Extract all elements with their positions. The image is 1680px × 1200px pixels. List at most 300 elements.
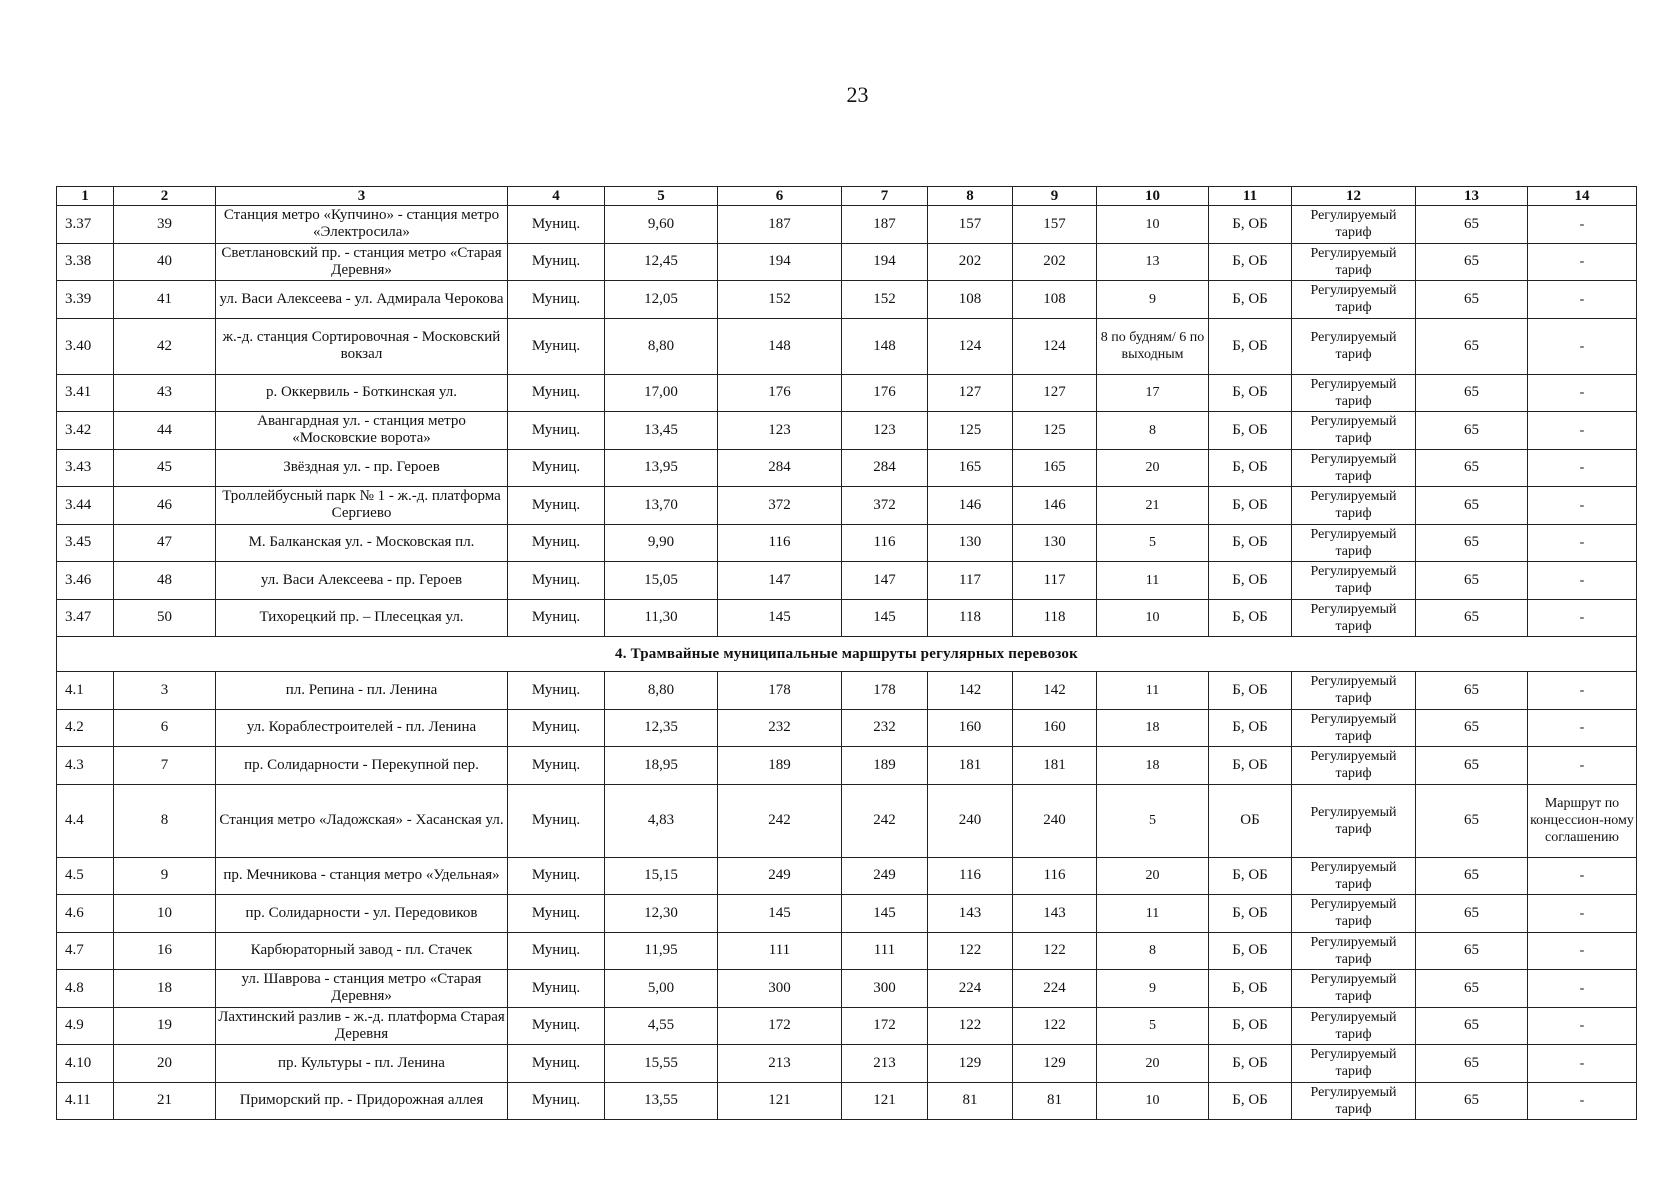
cell-col-2: 10 bbox=[114, 895, 216, 933]
page-number: 23 bbox=[846, 82, 869, 107]
cell-col-1: 4.6 bbox=[57, 895, 114, 933]
cell-col-4: Муниц. bbox=[508, 1082, 605, 1120]
cell-col-4: Муниц. bbox=[508, 672, 605, 710]
cell-col-5: 15,15 bbox=[605, 857, 718, 895]
cell-col-9: 81 bbox=[1013, 1082, 1097, 1120]
cell-col-11: Б, ОБ bbox=[1209, 412, 1292, 450]
cell-col-4: Муниц. bbox=[508, 895, 605, 933]
cell-col-7: 152 bbox=[842, 281, 928, 319]
cell-col-6: 148 bbox=[718, 318, 842, 374]
cell-col-12: Регулируемый тариф bbox=[1292, 895, 1416, 933]
cell-col-10: 18 bbox=[1097, 709, 1209, 747]
cell-col-8: 224 bbox=[928, 970, 1013, 1008]
cell-col-12: Регулируемый тариф bbox=[1292, 318, 1416, 374]
cell-col-12: Регулируемый тариф bbox=[1292, 562, 1416, 600]
cell-col-3: пр. Культуры - пл. Ленина bbox=[216, 1045, 508, 1083]
cell-col-12: Регулируемый тариф bbox=[1292, 672, 1416, 710]
cell-col-1: 3.45 bbox=[57, 524, 114, 562]
cell-col-9: 240 bbox=[1013, 784, 1097, 857]
cell-col-14: - bbox=[1528, 562, 1637, 600]
cell-col-10: 20 bbox=[1097, 1045, 1209, 1083]
cell-col-6: 284 bbox=[718, 449, 842, 487]
cell-col-8: 118 bbox=[928, 599, 1013, 637]
table-row bbox=[57, 599, 1637, 637]
cell-col-6: 242 bbox=[718, 784, 842, 857]
table-row bbox=[57, 318, 1637, 374]
cell-col-14: - bbox=[1528, 412, 1637, 450]
cell-col-1: 3.41 bbox=[57, 374, 114, 412]
cell-col-13: 65 bbox=[1416, 374, 1528, 412]
cell-col-1: 3.43 bbox=[57, 449, 114, 487]
cell-col-4: Муниц. bbox=[508, 206, 605, 244]
cell-col-14: - bbox=[1528, 449, 1637, 487]
cell-col-9: 157 bbox=[1013, 206, 1097, 244]
cell-col-3: Троллейбусный парк № 1 - ж.-д. платформа Сергиево bbox=[216, 487, 508, 525]
column-header: 13 bbox=[1416, 187, 1528, 206]
cell-col-5: 13,95 bbox=[605, 449, 718, 487]
cell-col-6: 300 bbox=[718, 970, 842, 1008]
cell-col-13: 65 bbox=[1416, 784, 1528, 857]
cell-col-9: 202 bbox=[1013, 243, 1097, 281]
cell-col-2: 48 bbox=[114, 562, 216, 600]
cell-col-13: 65 bbox=[1416, 709, 1528, 747]
table-row bbox=[57, 449, 1637, 487]
column-header: 8 bbox=[928, 187, 1013, 206]
cell-col-7: 189 bbox=[842, 747, 928, 785]
cell-col-6: 213 bbox=[718, 1045, 842, 1083]
column-header: 10 bbox=[1097, 187, 1209, 206]
cell-col-8: 81 bbox=[928, 1082, 1013, 1120]
cell-col-2: 7 bbox=[114, 747, 216, 785]
cell-col-5: 15,55 bbox=[605, 1045, 718, 1083]
cell-col-4: Муниц. bbox=[508, 970, 605, 1008]
cell-col-11: Б, ОБ bbox=[1209, 374, 1292, 412]
table-row bbox=[57, 374, 1637, 412]
table-row bbox=[57, 206, 1637, 244]
cell-col-10: 5 bbox=[1097, 784, 1209, 857]
cell-col-2: 20 bbox=[114, 1045, 216, 1083]
table-row bbox=[57, 747, 1637, 785]
cell-col-8: 165 bbox=[928, 449, 1013, 487]
cell-col-1: 3.40 bbox=[57, 318, 114, 374]
cell-col-10: 21 bbox=[1097, 487, 1209, 525]
cell-col-4: Муниц. bbox=[508, 412, 605, 450]
routes-table bbox=[56, 186, 1637, 1120]
cell-col-11: Б, ОБ bbox=[1209, 709, 1292, 747]
cell-col-1: 4.5 bbox=[57, 857, 114, 895]
cell-col-3: пр. Солидарности - Перекупной пер. bbox=[216, 747, 508, 785]
cell-col-14: - bbox=[1528, 599, 1637, 637]
cell-col-2: 39 bbox=[114, 206, 216, 244]
cell-col-12: Регулируемый тариф bbox=[1292, 281, 1416, 319]
cell-col-2: 18 bbox=[114, 970, 216, 1008]
cell-col-13: 65 bbox=[1416, 1045, 1528, 1083]
cell-col-7: 121 bbox=[842, 1082, 928, 1120]
cell-col-8: 122 bbox=[928, 1007, 1013, 1045]
cell-col-2: 6 bbox=[114, 709, 216, 747]
cell-col-4: Муниц. bbox=[508, 524, 605, 562]
cell-col-5: 13,55 bbox=[605, 1082, 718, 1120]
cell-col-8: 125 bbox=[928, 412, 1013, 450]
cell-col-13: 65 bbox=[1416, 281, 1528, 319]
cell-col-5: 4,83 bbox=[605, 784, 718, 857]
cell-col-9: 143 bbox=[1013, 895, 1097, 933]
cell-col-7: 178 bbox=[842, 672, 928, 710]
cell-col-14: - bbox=[1528, 524, 1637, 562]
cell-col-5: 11,30 bbox=[605, 599, 718, 637]
cell-col-13: 65 bbox=[1416, 449, 1528, 487]
cell-col-7: 147 bbox=[842, 562, 928, 600]
cell-col-9: 125 bbox=[1013, 412, 1097, 450]
cell-col-4: Муниц. bbox=[508, 599, 605, 637]
cell-col-6: 116 bbox=[718, 524, 842, 562]
cell-col-12: Регулируемый тариф bbox=[1292, 709, 1416, 747]
cell-col-3: Карбюраторный завод - пл. Стачек bbox=[216, 932, 508, 970]
cell-col-3: ул. Васи Алексеева - пр. Героев bbox=[216, 562, 508, 600]
cell-col-14: Маршрут по концессион-ному соглашению bbox=[1528, 784, 1637, 857]
cell-col-10: 10 bbox=[1097, 1082, 1209, 1120]
cell-col-12: Регулируемый тариф bbox=[1292, 747, 1416, 785]
table-row bbox=[57, 857, 1637, 895]
cell-col-2: 40 bbox=[114, 243, 216, 281]
cell-col-12: Регулируемый тариф bbox=[1292, 206, 1416, 244]
cell-col-14: - bbox=[1528, 1045, 1637, 1083]
cell-col-7: 372 bbox=[842, 487, 928, 525]
cell-col-14: - bbox=[1528, 709, 1637, 747]
cell-col-5: 17,00 bbox=[605, 374, 718, 412]
cell-col-5: 15,05 bbox=[605, 562, 718, 600]
cell-col-7: 123 bbox=[842, 412, 928, 450]
cell-col-12: Регулируемый тариф bbox=[1292, 412, 1416, 450]
cell-col-1: 4.11 bbox=[57, 1082, 114, 1120]
cell-col-1: 4.9 bbox=[57, 1007, 114, 1045]
cell-col-4: Муниц. bbox=[508, 487, 605, 525]
cell-col-14: - bbox=[1528, 318, 1637, 374]
cell-col-7: 249 bbox=[842, 857, 928, 895]
cell-col-6: 372 bbox=[718, 487, 842, 525]
cell-col-3: пл. Репина - пл. Ленина bbox=[216, 672, 508, 710]
cell-col-6: 249 bbox=[718, 857, 842, 895]
cell-col-4: Муниц. bbox=[508, 318, 605, 374]
cell-col-14: - bbox=[1528, 970, 1637, 1008]
cell-col-7: 145 bbox=[842, 599, 928, 637]
cell-col-10: 10 bbox=[1097, 599, 1209, 637]
table-row bbox=[57, 970, 1637, 1008]
cell-col-11: Б, ОБ bbox=[1209, 449, 1292, 487]
cell-col-6: 152 bbox=[718, 281, 842, 319]
cell-col-9: 116 bbox=[1013, 857, 1097, 895]
cell-col-13: 65 bbox=[1416, 412, 1528, 450]
cell-col-7: 213 bbox=[842, 1045, 928, 1083]
column-header: 12 bbox=[1292, 187, 1416, 206]
cell-col-8: 122 bbox=[928, 932, 1013, 970]
cell-col-14: - bbox=[1528, 1007, 1637, 1045]
cell-col-12: Регулируемый тариф bbox=[1292, 524, 1416, 562]
cell-col-14: - bbox=[1528, 747, 1637, 785]
cell-col-12: Регулируемый тариф bbox=[1292, 1045, 1416, 1083]
cell-col-3: М. Балканская ул. - Московская пл. bbox=[216, 524, 508, 562]
cell-col-1: 4.8 bbox=[57, 970, 114, 1008]
cell-col-12: Регулируемый тариф bbox=[1292, 243, 1416, 281]
cell-col-13: 65 bbox=[1416, 895, 1528, 933]
cell-col-5: 13,70 bbox=[605, 487, 718, 525]
cell-col-1: 3.42 bbox=[57, 412, 114, 450]
cell-col-6: 121 bbox=[718, 1082, 842, 1120]
cell-col-14: - bbox=[1528, 206, 1637, 244]
cell-col-7: 187 bbox=[842, 206, 928, 244]
cell-col-14: - bbox=[1528, 487, 1637, 525]
cell-col-5: 18,95 bbox=[605, 747, 718, 785]
column-header: 9 bbox=[1013, 187, 1097, 206]
column-header: 2 bbox=[114, 187, 216, 206]
cell-col-4: Муниц. bbox=[508, 449, 605, 487]
cell-col-10: 10 bbox=[1097, 206, 1209, 244]
cell-col-9: 142 bbox=[1013, 672, 1097, 710]
cell-col-3: р. Оккервиль - Боткинская ул. bbox=[216, 374, 508, 412]
cell-col-8: 146 bbox=[928, 487, 1013, 525]
cell-col-9: 122 bbox=[1013, 932, 1097, 970]
cell-col-5: 12,35 bbox=[605, 709, 718, 747]
cell-col-3: пр. Мечникова - станция метро «Удельная» bbox=[216, 857, 508, 895]
cell-col-3: Тихорецкий пр. – Плесецкая ул. bbox=[216, 599, 508, 637]
cell-col-13: 65 bbox=[1416, 599, 1528, 637]
cell-col-11: Б, ОБ bbox=[1209, 281, 1292, 319]
cell-col-2: 41 bbox=[114, 281, 216, 319]
table-row bbox=[57, 524, 1637, 562]
cell-col-6: 145 bbox=[718, 599, 842, 637]
cell-col-5: 12,45 bbox=[605, 243, 718, 281]
column-header: 11 bbox=[1209, 187, 1292, 206]
cell-col-14: - bbox=[1528, 374, 1637, 412]
cell-col-2: 19 bbox=[114, 1007, 216, 1045]
cell-col-3: пр. Солидарности - ул. Передовиков bbox=[216, 895, 508, 933]
cell-col-6: 178 bbox=[718, 672, 842, 710]
table-row bbox=[57, 1045, 1637, 1083]
cell-col-1: 3.44 bbox=[57, 487, 114, 525]
cell-col-8: 142 bbox=[928, 672, 1013, 710]
cell-col-7: 176 bbox=[842, 374, 928, 412]
cell-col-13: 65 bbox=[1416, 747, 1528, 785]
cell-col-12: Регулируемый тариф bbox=[1292, 970, 1416, 1008]
cell-col-14: - bbox=[1528, 895, 1637, 933]
cell-col-1: 4.10 bbox=[57, 1045, 114, 1083]
cell-col-2: 47 bbox=[114, 524, 216, 562]
cell-col-2: 45 bbox=[114, 449, 216, 487]
cell-col-10: 20 bbox=[1097, 449, 1209, 487]
cell-col-9: 160 bbox=[1013, 709, 1097, 747]
cell-col-10: 8 bbox=[1097, 412, 1209, 450]
cell-col-2: 42 bbox=[114, 318, 216, 374]
cell-col-2: 44 bbox=[114, 412, 216, 450]
table-row bbox=[57, 1007, 1637, 1045]
cell-col-11: Б, ОБ bbox=[1209, 747, 1292, 785]
cell-col-11: Б, ОБ bbox=[1209, 970, 1292, 1008]
cell-col-6: 172 bbox=[718, 1007, 842, 1045]
cell-col-4: Муниц. bbox=[508, 374, 605, 412]
cell-col-3: ж.-д. станция Сортировочная - Московский вокзал bbox=[216, 318, 508, 374]
cell-col-3: Лахтинский разлив - ж.-д. платформа Старая Деревня bbox=[216, 1007, 508, 1045]
cell-col-3: ул. Шаврова - станция метро «Старая Деревня» bbox=[216, 970, 508, 1008]
cell-col-9: 165 bbox=[1013, 449, 1097, 487]
cell-col-6: 147 bbox=[718, 562, 842, 600]
cell-col-4: Муниц. bbox=[508, 747, 605, 785]
cell-col-12: Регулируемый тариф bbox=[1292, 449, 1416, 487]
cell-col-9: 117 bbox=[1013, 562, 1097, 600]
cell-col-4: Муниц. bbox=[508, 857, 605, 895]
cell-col-7: 300 bbox=[842, 970, 928, 1008]
cell-col-2: 9 bbox=[114, 857, 216, 895]
cell-col-1: 4.3 bbox=[57, 747, 114, 785]
column-header: 4 bbox=[508, 187, 605, 206]
cell-col-14: - bbox=[1528, 932, 1637, 970]
cell-col-11: Б, ОБ bbox=[1209, 672, 1292, 710]
cell-col-3: ул. Васи Алексеева - ул. Адмирала Черокова bbox=[216, 281, 508, 319]
cell-col-2: 3 bbox=[114, 672, 216, 710]
table-row bbox=[57, 932, 1637, 970]
cell-col-9: 130 bbox=[1013, 524, 1097, 562]
cell-col-7: 194 bbox=[842, 243, 928, 281]
cell-col-6: 111 bbox=[718, 932, 842, 970]
cell-col-8: 240 bbox=[928, 784, 1013, 857]
cell-col-13: 65 bbox=[1416, 243, 1528, 281]
cell-col-14: - bbox=[1528, 281, 1637, 319]
cell-col-11: Б, ОБ bbox=[1209, 318, 1292, 374]
table-row bbox=[57, 243, 1637, 281]
cell-col-9: 129 bbox=[1013, 1045, 1097, 1083]
cell-col-6: 189 bbox=[718, 747, 842, 785]
column-header: 6 bbox=[718, 187, 842, 206]
cell-col-5: 11,95 bbox=[605, 932, 718, 970]
cell-col-1: 3.47 bbox=[57, 599, 114, 637]
cell-col-4: Муниц. bbox=[508, 281, 605, 319]
cell-col-8: 160 bbox=[928, 709, 1013, 747]
cell-col-3: Станция метро «Купчино» - станция метро «Электросила» bbox=[216, 206, 508, 244]
cell-col-6: 176 bbox=[718, 374, 842, 412]
cell-col-3: Приморский пр. - Придорожная аллея bbox=[216, 1082, 508, 1120]
column-header: 3 bbox=[216, 187, 508, 206]
table-row bbox=[57, 784, 1637, 857]
cell-col-11: Б, ОБ bbox=[1209, 487, 1292, 525]
cell-col-7: 242 bbox=[842, 784, 928, 857]
cell-col-2: 46 bbox=[114, 487, 216, 525]
cell-col-5: 8,80 bbox=[605, 318, 718, 374]
cell-col-9: 124 bbox=[1013, 318, 1097, 374]
cell-col-2: 8 bbox=[114, 784, 216, 857]
cell-col-10: 5 bbox=[1097, 1007, 1209, 1045]
cell-col-13: 65 bbox=[1416, 318, 1528, 374]
cell-col-3: Станция метро «Ладожская» - Хасанская ул. bbox=[216, 784, 508, 857]
cell-col-4: Муниц. bbox=[508, 562, 605, 600]
cell-col-8: 116 bbox=[928, 857, 1013, 895]
cell-col-4: Муниц. bbox=[508, 1045, 605, 1083]
cell-col-1: 3.38 bbox=[57, 243, 114, 281]
cell-col-4: Муниц. bbox=[508, 709, 605, 747]
cell-col-11: Б, ОБ bbox=[1209, 206, 1292, 244]
cell-col-8: 157 bbox=[928, 206, 1013, 244]
cell-col-11: Б, ОБ bbox=[1209, 562, 1292, 600]
cell-col-11: Б, ОБ bbox=[1209, 599, 1292, 637]
cell-col-6: 232 bbox=[718, 709, 842, 747]
cell-col-3: Светлановский пр. - станция метро «Старая Деревня» bbox=[216, 243, 508, 281]
cell-col-10: 20 bbox=[1097, 857, 1209, 895]
table-row bbox=[57, 1082, 1637, 1120]
cell-col-10: 18 bbox=[1097, 747, 1209, 785]
table-row bbox=[57, 562, 1637, 600]
cell-col-13: 65 bbox=[1416, 206, 1528, 244]
column-header: 14 bbox=[1528, 187, 1637, 206]
cell-col-6: 145 bbox=[718, 895, 842, 933]
cell-col-10: 8 bbox=[1097, 932, 1209, 970]
cell-col-7: 148 bbox=[842, 318, 928, 374]
table-row bbox=[57, 672, 1637, 710]
cell-col-13: 65 bbox=[1416, 672, 1528, 710]
cell-col-4: Муниц. bbox=[508, 784, 605, 857]
table-row bbox=[57, 895, 1637, 933]
cell-col-11: Б, ОБ bbox=[1209, 1007, 1292, 1045]
cell-col-9: 122 bbox=[1013, 1007, 1097, 1045]
cell-col-8: 129 bbox=[928, 1045, 1013, 1083]
column-header: 5 bbox=[605, 187, 718, 206]
cell-col-8: 124 bbox=[928, 318, 1013, 374]
cell-col-4: Муниц. bbox=[508, 1007, 605, 1045]
cell-col-11: Б, ОБ bbox=[1209, 895, 1292, 933]
cell-col-5: 9,60 bbox=[605, 206, 718, 244]
cell-col-5: 4,55 bbox=[605, 1007, 718, 1045]
cell-col-5: 8,80 bbox=[605, 672, 718, 710]
cell-col-4: Муниц. bbox=[508, 932, 605, 970]
cell-col-6: 194 bbox=[718, 243, 842, 281]
cell-col-12: Регулируемый тариф bbox=[1292, 1007, 1416, 1045]
cell-col-9: 146 bbox=[1013, 487, 1097, 525]
cell-col-8: 127 bbox=[928, 374, 1013, 412]
cell-col-9: 118 bbox=[1013, 599, 1097, 637]
cell-col-13: 65 bbox=[1416, 1082, 1528, 1120]
cell-col-1: 4.4 bbox=[57, 784, 114, 857]
cell-col-11: Б, ОБ bbox=[1209, 1082, 1292, 1120]
cell-col-7: 145 bbox=[842, 895, 928, 933]
cell-col-2: 21 bbox=[114, 1082, 216, 1120]
cell-col-2: 50 bbox=[114, 599, 216, 637]
cell-col-9: 127 bbox=[1013, 374, 1097, 412]
cell-col-10: 11 bbox=[1097, 895, 1209, 933]
cell-col-8: 117 bbox=[928, 562, 1013, 600]
cell-col-13: 65 bbox=[1416, 524, 1528, 562]
cell-col-1: 4.1 bbox=[57, 672, 114, 710]
cell-col-10: 11 bbox=[1097, 672, 1209, 710]
cell-col-11: Б, ОБ bbox=[1209, 932, 1292, 970]
cell-col-6: 187 bbox=[718, 206, 842, 244]
cell-col-2: 16 bbox=[114, 932, 216, 970]
cell-col-5: 5,00 bbox=[605, 970, 718, 1008]
cell-col-12: Регулируемый тариф bbox=[1292, 599, 1416, 637]
cell-col-12: Регулируемый тариф bbox=[1292, 374, 1416, 412]
cell-col-7: 284 bbox=[842, 449, 928, 487]
section-row bbox=[57, 637, 1637, 672]
cell-col-11: Б, ОБ bbox=[1209, 524, 1292, 562]
cell-col-10: 9 bbox=[1097, 970, 1209, 1008]
cell-col-11: Б, ОБ bbox=[1209, 857, 1292, 895]
cell-col-3: Авангардная ул. - станция метро «Московские ворота» bbox=[216, 412, 508, 450]
cell-col-7: 116 bbox=[842, 524, 928, 562]
cell-col-1: 4.2 bbox=[57, 709, 114, 747]
cell-col-13: 65 bbox=[1416, 970, 1528, 1008]
cell-col-6: 123 bbox=[718, 412, 842, 450]
cell-col-2: 43 bbox=[114, 374, 216, 412]
cell-col-7: 232 bbox=[842, 709, 928, 747]
cell-col-9: 181 bbox=[1013, 747, 1097, 785]
cell-col-5: 12,05 bbox=[605, 281, 718, 319]
cell-col-12: Регулируемый тариф bbox=[1292, 784, 1416, 857]
